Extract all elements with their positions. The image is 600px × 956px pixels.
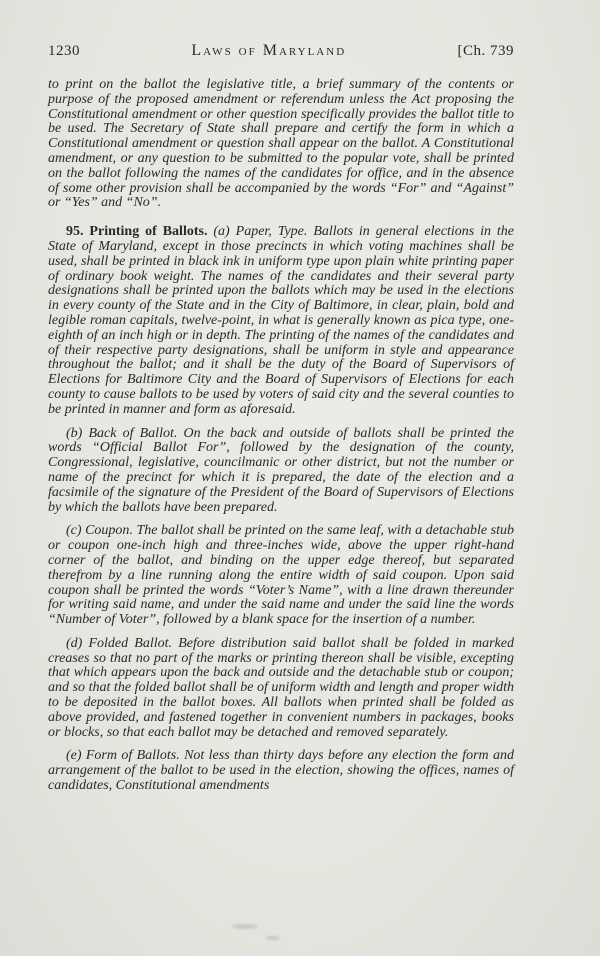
paragraph-section-95 — [48, 225, 514, 417]
scan-smudge — [266, 936, 280, 940]
section-heading: 95. Printing of Ballots. — [66, 224, 208, 240]
scan-smudge — [232, 924, 258, 929]
paragraph-subsection-e — [48, 749, 514, 793]
paragraph-subsection-d — [48, 637, 514, 741]
paragraph-text: (b) Back of Ballot. On the back and outside of ballots shall be printed the words “Official Ballot For”, followed by the designation of the county, Congressional, legislative, councilmanic or other district, but not the number or name of the precinct for which it is prepared, the date of the election and a facsimile of the signature of the President of the Board of Supervisors of Elections by which the ballots have been prepared. — [48, 425, 514, 515]
paragraph-text: (d) Folded Ballot. Before distribution said ballot shall be folded in marked creases so that no part of the marks or printing thereon shall be visible, excepting that which appears upon the back and outside and the detachable stub or coupon; and so that the folded ballot shall be of uniform width and length and proper width to be deposited in the ballot boxes. All ballots when printed shall be folded as above provided, and fastened together in convenient numbers in packages, books or blocks, so that each ballot may be detached and removed separately. — [48, 635, 514, 740]
paragraph-text: to print on the ballot the legislative title, a brief summary of the contents or purpose of the proposed amendment or referendum unless the Act proposing the Constitutional amendment or other question specifically provides the ballot title to be used. The Secretary of State shall prepare and certify the form in which a Constitutional amendment or question shall appear on the ballot. A Constitutional amendment, or any question to be submitted to the popular vote, shall be printed on the ballot following the names of the candidates for office, and in the absence of some other provision shall be accompanied by the words “For” and “Against” or “Yes” and “No”. — [48, 77, 514, 211]
paragraph-subsection-b — [48, 427, 514, 516]
document-body — [48, 78, 514, 794]
paragraph-subsection-c — [48, 524, 514, 628]
paragraph-text: (e) Form of Ballots. Not less than thirty days before any election the form and arrangement of the ballot to be used in the election, showing the offices, names of candidates, Constitutional amendments — [48, 748, 514, 794]
paragraph-text: (c) Coupon. The ballot shall be printed on the same leaf, with a detachable stub or coupon one-inch high and three-inches wide, above the upper right-hand corner of the ballot, and binding on the upper edge thereof, but separated therefrom by a line running along the entire width of said coupon. Upon said coupon shall be printed the words “Voter’s Name”, with a line drawn thereunder for writing said name, and under the said name and under the said line the words “Number of Voter”, followed by a blank space for the insertion of a number. — [48, 523, 514, 628]
page-header — [48, 42, 514, 60]
chapter-reference: [Ch. 739 — [457, 43, 514, 59]
page-number: 1230 — [48, 43, 80, 59]
paragraph-continuation — [48, 78, 514, 211]
paragraph-text: (a) Paper, Type. Ballots in general elections in the State of Maryland, except in those precincts in which voting machines shall be used, shall be printed in black ink in uniform type upon plain white printing paper of ordinary book weight. The names of the candidates and their several party designations shall be printed upon the ballots which may be used in the elections in every county of the State and in the City of Baltimore, in clear, plain, bold and legible roman capitals, twelve-point, in what is generally known as pica type, one-eighth of an inch high or in depth. The printing of the names of the candidates and of their respective party designations, shall be uniform in style and appearance throughout the ballot; and it shall be the duty of the Board of Supervisors of Elections for Baltimore City and the Board of Supervisors of Elections for each county to cause ballots to be used by voters of said city and the several counties to be printed in manner and form as aforesaid. — [48, 224, 515, 417]
running-title: Laws of Maryland — [191, 42, 347, 59]
